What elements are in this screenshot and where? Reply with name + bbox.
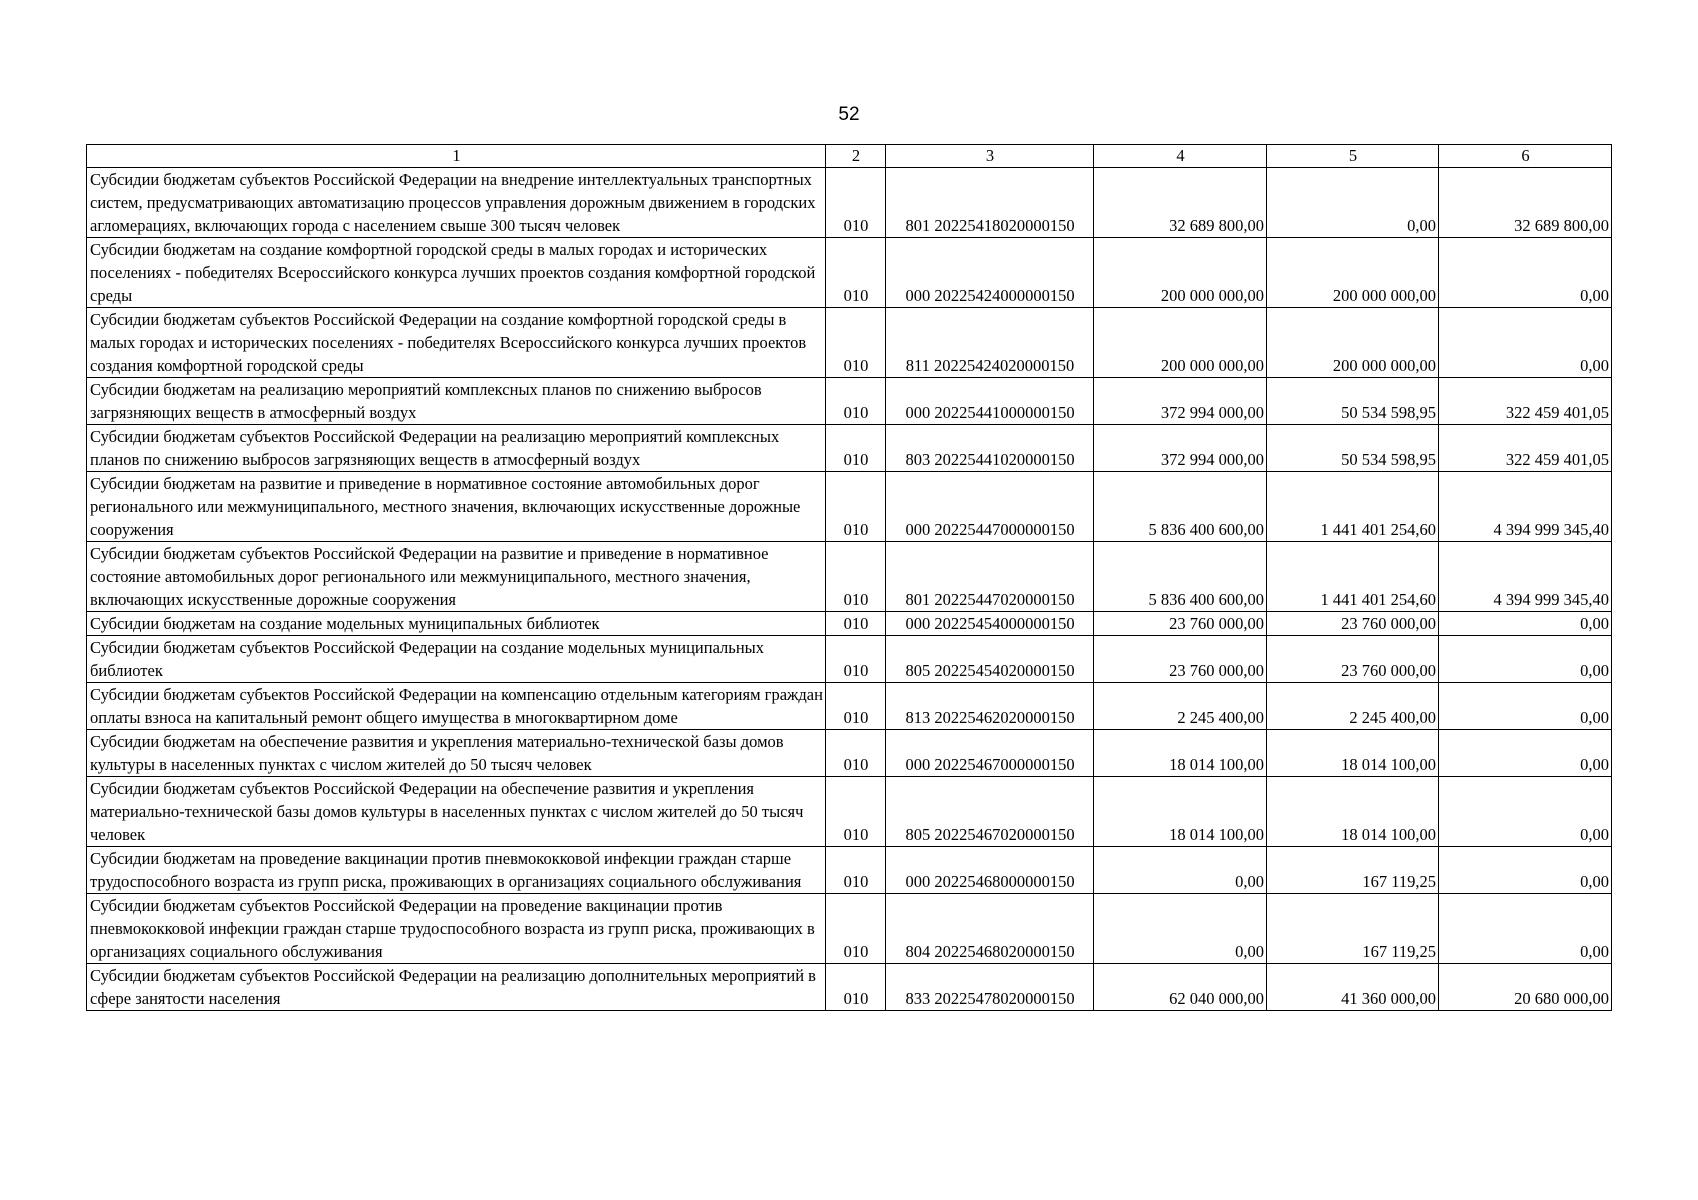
row-amount-col6: 0,00 [1439,612,1612,636]
table-row [87,964,1612,1011]
row-amount-col4: 2 245 400,00 [1094,683,1267,730]
row-budget-code: 801 20225447020000150 [886,542,1094,612]
row-amount-col5: 18 014 100,00 [1267,730,1439,777]
row-admin-code: 010 [826,168,886,238]
row-amount-col5: 0,00 [1267,168,1439,238]
row-amount-col6: 4 394 999 345,40 [1439,542,1612,612]
header-cell-3: 3 [886,145,1094,168]
row-budget-code: 000 20225441000000150 [886,378,1094,425]
row-amount-col6: 0,00 [1439,238,1612,308]
row-budget-code: 801 20225418020000150 [886,168,1094,238]
row-admin-code: 010 [826,612,886,636]
row-description: Субсидии бюджетам на проведение вакцинации против пневмококковой инфекции граждан старше трудоспособного возраста из групп риска, проживающих в организациях социального обслуживания [87,847,826,894]
row-admin-code: 010 [826,542,886,612]
row-amount-col4: 62 040 000,00 [1094,964,1267,1011]
row-description: Субсидии бюджетам субъектов Российской Федерации на создание модельных муниципальных библиотек [87,636,826,683]
header-cell-5: 5 [1267,145,1439,168]
row-budget-code: 000 20225454000000150 [886,612,1094,636]
row-budget-code: 804 20225468020000150 [886,894,1094,964]
table-row [87,847,1612,894]
row-amount-col5: 50 534 598,95 [1267,378,1439,425]
row-budget-code: 000 20225468000000150 [886,847,1094,894]
row-amount-col5: 41 360 000,00 [1267,964,1439,1011]
row-admin-code: 010 [826,730,886,777]
row-amount-col5: 2 245 400,00 [1267,683,1439,730]
header-cell-6: 6 [1439,145,1612,168]
row-admin-code: 010 [826,238,886,308]
row-amount-col4: 0,00 [1094,894,1267,964]
row-description: Субсидии бюджетам субъектов Российской Федерации на реализацию мероприятий комплексных планов по снижению выбросов загрязняющих веществ в атмосферный воздух [87,425,826,472]
row-admin-code: 010 [826,472,886,542]
row-budget-code: 805 20225454020000150 [886,636,1094,683]
row-admin-code: 010 [826,894,886,964]
row-admin-code: 010 [826,636,886,683]
table-row [87,308,1612,378]
row-admin-code: 010 [826,425,886,472]
row-budget-code: 000 20225447000000150 [886,472,1094,542]
page-number: 52 [838,104,860,125]
row-amount-col4: 200 000 000,00 [1094,308,1267,378]
row-description: Субсидии бюджетам субъектов Российской Федерации на реализацию дополнительных мероприятий в сфере занятости населения [87,964,826,1011]
table-row [87,730,1612,777]
row-amount-col6: 322 459 401,05 [1439,425,1612,472]
row-amount-col4: 372 994 000,00 [1094,378,1267,425]
row-amount-col6: 0,00 [1439,636,1612,683]
table-row [87,777,1612,847]
table-row [87,168,1612,238]
row-amount-col5: 167 119,25 [1267,847,1439,894]
row-description: Субсидии бюджетам субъектов Российской Федерации на проведение вакцинации против пневмококковой инфекции граждан старше трудоспособного возраста из групп риска, проживающих в организациях социального обслуживания [87,894,826,964]
row-amount-col4: 23 760 000,00 [1094,612,1267,636]
table-row [87,683,1612,730]
row-description: Субсидии бюджетам субъектов Российской Федерации на внедрение интеллектуальных транспортных систем, предусматривающих автоматизацию процессов управления дорожным движением в городских агломерациях, включающих города с населением свыше 300 тысяч человек [87,168,826,238]
table-row [87,894,1612,964]
row-description: Субсидии бюджетам субъектов Российской Федерации на компенсацию отдельным категориям граждан оплаты взноса на капитальный ремонт общего имущества в многоквартирном доме [87,683,826,730]
table-row [87,636,1612,683]
row-amount-col5: 50 534 598,95 [1267,425,1439,472]
row-amount-col4: 18 014 100,00 [1094,777,1267,847]
row-amount-col5: 23 760 000,00 [1267,636,1439,683]
table-body [87,145,1612,1011]
row-amount-col6: 4 394 999 345,40 [1439,472,1612,542]
header-cell-4: 4 [1094,145,1267,168]
budget-table [86,144,1612,1011]
row-amount-col4: 5 836 400 600,00 [1094,472,1267,542]
row-amount-col5: 167 119,25 [1267,894,1439,964]
row-description: Субсидии бюджетам на реализацию мероприятий комплексных планов по снижению выбросов загрязняющих веществ в атмосферный воздух [87,378,826,425]
row-description: Субсидии бюджетам субъектов Российской Федерации на обеспечение развития и укрепления материально-технической базы домов культуры в населенных пунктах с числом жителей до 50 тысяч человек [87,777,826,847]
row-budget-code: 813 20225462020000150 [886,683,1094,730]
row-amount-col6: 0,00 [1439,894,1612,964]
table-row [87,472,1612,542]
header-cell-1: 1 [87,145,826,168]
row-admin-code: 010 [826,308,886,378]
row-admin-code: 010 [826,847,886,894]
row-amount-col6: 0,00 [1439,847,1612,894]
row-amount-col4: 23 760 000,00 [1094,636,1267,683]
row-amount-col4: 5 836 400 600,00 [1094,542,1267,612]
row-budget-code: 833 20225478020000150 [886,964,1094,1011]
row-budget-code: 000 20225424000000150 [886,238,1094,308]
row-description: Субсидии бюджетам на создание комфортной городской среды в малых городах и исторических поселениях - победителях Всероссийского конкурса лучших проектов создания комфортной городской среды [87,238,826,308]
row-amount-col4: 32 689 800,00 [1094,168,1267,238]
row-amount-col4: 200 000 000,00 [1094,238,1267,308]
row-budget-code: 000 20225467000000150 [886,730,1094,777]
row-amount-col5: 200 000 000,00 [1267,238,1439,308]
row-amount-col6: 0,00 [1439,730,1612,777]
row-amount-col5: 1 441 401 254,60 [1267,542,1439,612]
row-description: Субсидии бюджетам субъектов Российской Федерации на развитие и приведение в нормативное состояние автомобильных дорог регионального или межмуниципального, местного значения, включающих искусственные дорожные сооружения [87,542,826,612]
table-row [87,238,1612,308]
row-admin-code: 010 [826,378,886,425]
table-row [87,425,1612,472]
row-amount-col5: 1 441 401 254,60 [1267,472,1439,542]
table-row [87,378,1612,425]
row-admin-code: 010 [826,777,886,847]
row-amount-col4: 18 014 100,00 [1094,730,1267,777]
row-amount-col5: 23 760 000,00 [1267,612,1439,636]
row-budget-code: 803 20225441020000150 [886,425,1094,472]
row-description: Субсидии бюджетам на развитие и приведение в нормативное состояние автомобильных дорог регионального или межмуниципального, местного значения, включающих искусственные дорожные сооружения [87,472,826,542]
row-description: Субсидии бюджетам на создание модельных муниципальных библиотек [87,612,826,636]
header-cell-2: 2 [826,145,886,168]
row-amount-col6: 0,00 [1439,777,1612,847]
row-amount-col4: 372 994 000,00 [1094,425,1267,472]
table-header-row [87,145,1612,168]
row-description: Субсидии бюджетам субъектов Российской Федерации на создание комфортной городской среды в малых городах и исторических поселениях - победителях Всероссийского конкурса лучших проектов создания комфортной городской среды [87,308,826,378]
row-amount-col4: 0,00 [1094,847,1267,894]
row-amount-col6: 0,00 [1439,308,1612,378]
row-amount-col6: 20 680 000,00 [1439,964,1612,1011]
table-row [87,612,1612,636]
row-budget-code: 805 20225467020000150 [886,777,1094,847]
row-amount-col5: 200 000 000,00 [1267,308,1439,378]
table-row [87,542,1612,612]
row-amount-col6: 32 689 800,00 [1439,168,1612,238]
row-description: Субсидии бюджетам на обеспечение развития и укрепления материально-технической базы домов культуры в населенных пунктах с числом жителей до 50 тысяч человек [87,730,826,777]
row-budget-code: 811 20225424020000150 [886,308,1094,378]
row-amount-col6: 322 459 401,05 [1439,378,1612,425]
row-amount-col5: 18 014 100,00 [1267,777,1439,847]
row-admin-code: 010 [826,964,886,1011]
row-amount-col6: 0,00 [1439,683,1612,730]
row-admin-code: 010 [826,683,886,730]
